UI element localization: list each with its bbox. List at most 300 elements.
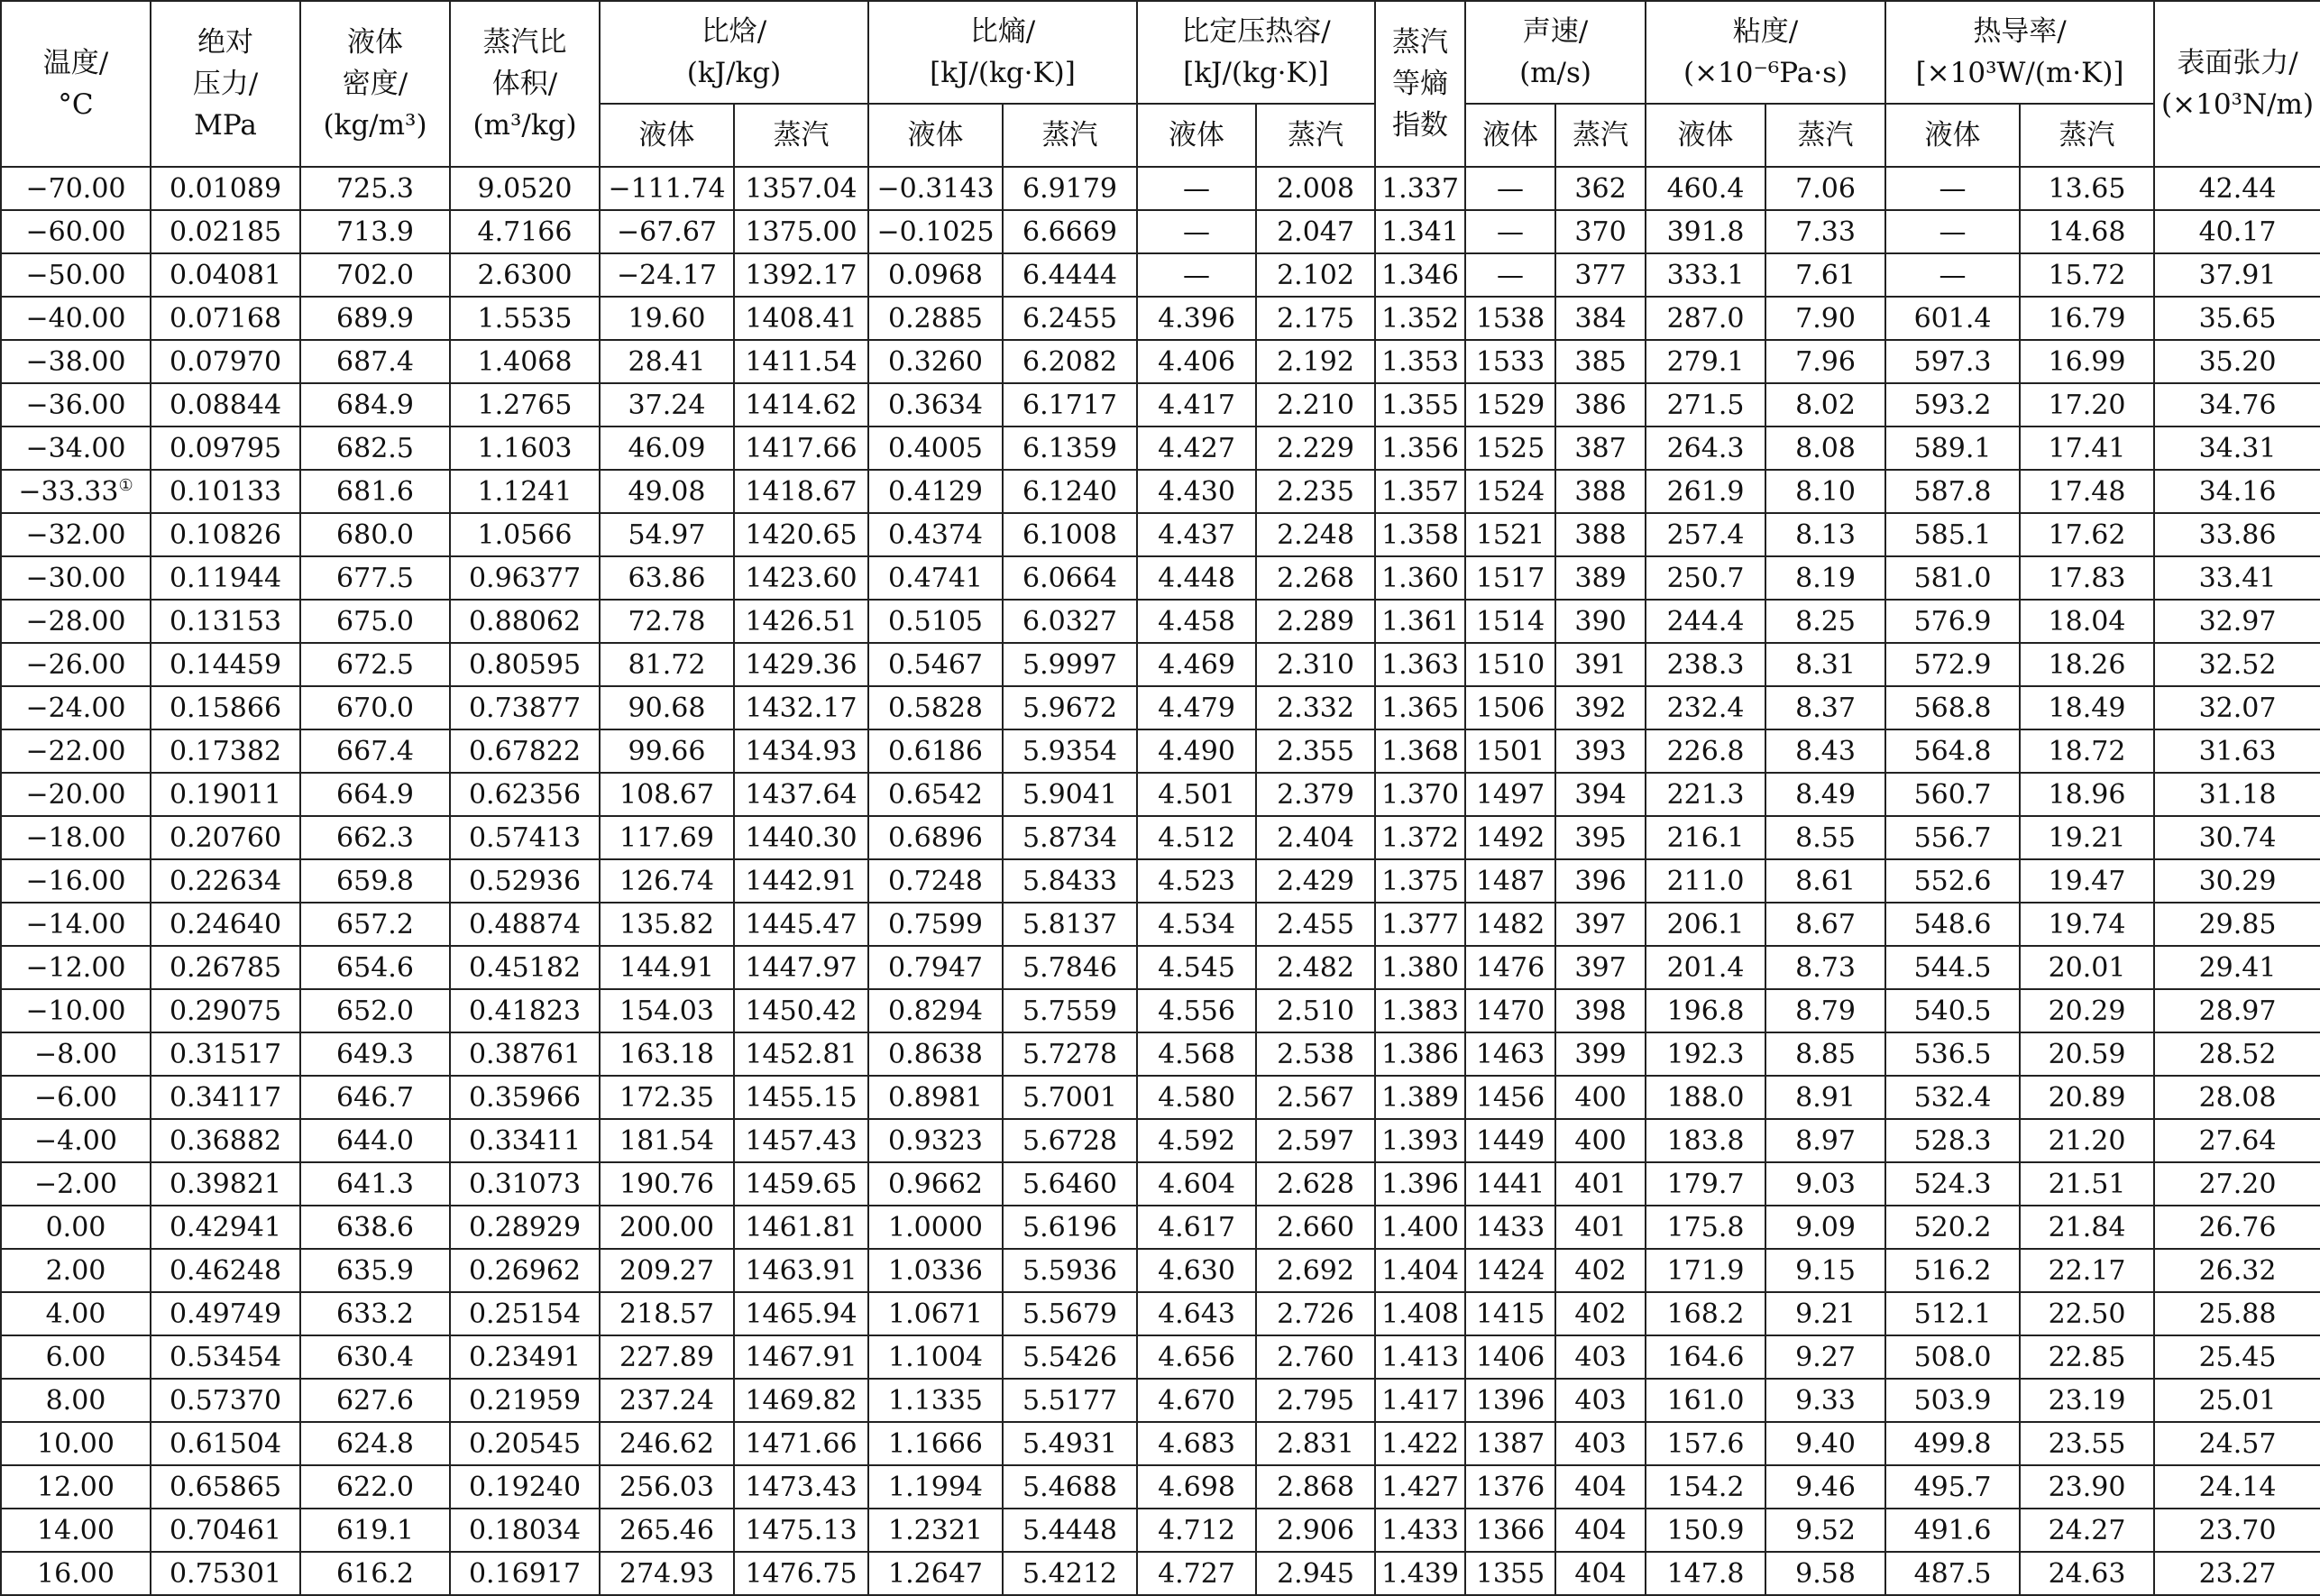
cell-value: 2.210 <box>1277 389 1354 421</box>
cell-pressure <box>151 1076 300 1119</box>
cell-value: 150.9 <box>1666 1514 1745 1546</box>
cell-liquid-density <box>300 297 450 340</box>
cell-pressure <box>151 1292 300 1335</box>
cell-value: 1432.17 <box>745 692 857 724</box>
table-row <box>1 427 2320 470</box>
cell-value: 404 <box>1574 1557 1627 1590</box>
cell-value: −10.00 <box>25 995 126 1027</box>
cell-value: 2.567 <box>1277 1081 1354 1114</box>
cell-enthalpy-vapor <box>734 946 868 989</box>
cell-value: 1.389 <box>1381 1081 1459 1114</box>
cell-value: 589.1 <box>1913 432 1992 464</box>
cell-value: 2.102 <box>1277 259 1354 291</box>
cell-value: 0.16917 <box>468 1557 582 1590</box>
table-row <box>1 1032 2320 1076</box>
cell-value: 18.96 <box>2048 778 2126 811</box>
cell-vapor-specific-volume <box>450 340 600 383</box>
cell-conductivity-vapor <box>2020 1206 2154 1249</box>
cell-viscosity-vapor <box>1765 643 1885 686</box>
cell-sound-liquid <box>1465 1379 1555 1422</box>
cell-value: 1457.43 <box>745 1124 857 1157</box>
cell-entropy-vapor <box>1003 1552 1137 1595</box>
cell-enthalpy-liquid <box>600 513 734 556</box>
table-row <box>1 1422 2320 1465</box>
cell-liquid-density <box>300 1422 450 1465</box>
cell-value: 31.18 <box>2198 778 2277 811</box>
table-row <box>1 383 2320 427</box>
cell-entropy-liquid <box>868 1162 1003 1206</box>
cell-value: 0.10826 <box>169 518 282 551</box>
cell-value: 28.97 <box>2198 995 2277 1027</box>
cell-value: 181.54 <box>619 1124 714 1157</box>
cell-sound-liquid <box>1465 729 1555 773</box>
cell-value: 18.72 <box>2048 735 2126 767</box>
cell-temperature <box>1 1249 151 1292</box>
cell-value: 4.630 <box>1158 1254 1235 1287</box>
cell-value: −36.00 <box>25 389 126 421</box>
cell-value: 395 <box>1574 821 1627 854</box>
cell-cp-vapor <box>1256 1465 1375 1509</box>
cell-enthalpy-liquid <box>600 686 734 729</box>
cell-value: 4.698 <box>1158 1471 1235 1503</box>
cell-isentropic-exponent <box>1375 167 1465 210</box>
cell-value: 2.795 <box>1277 1384 1354 1417</box>
cell-value: 528.3 <box>1913 1124 1992 1157</box>
cell-value: 1.377 <box>1381 908 1459 940</box>
cell-sound-liquid <box>1465 946 1555 989</box>
cell-conductivity-vapor <box>2020 686 2154 729</box>
cell-sound-liquid <box>1465 1206 1555 1249</box>
cell-value: 1.0671 <box>888 1298 983 1330</box>
cell-sound-vapor <box>1555 729 1646 773</box>
cell-temperature <box>1 1552 151 1595</box>
cell-viscosity-liquid <box>1646 427 1765 470</box>
cell-pressure <box>151 383 300 427</box>
cell-value: 520.2 <box>1913 1211 1992 1243</box>
header-entropy: 比熵/ [kJ/(kg·K)] <box>868 1 1137 104</box>
cell-viscosity-liquid <box>1646 729 1765 773</box>
cell-value: 624.8 <box>336 1427 414 1460</box>
table-row <box>1 340 2320 383</box>
cell-temperature <box>1 253 151 297</box>
cell-entropy-liquid <box>868 989 1003 1032</box>
cell-temperature <box>1 383 151 427</box>
cell-viscosity-liquid <box>1646 859 1765 903</box>
cell-entropy-vapor <box>1003 903 1137 946</box>
cell-value: 1355 <box>1475 1557 1545 1590</box>
cell-vapor-specific-volume <box>450 816 600 859</box>
cell-conductivity-vapor <box>2020 1422 2154 1465</box>
cell-value: 1463.91 <box>745 1254 857 1287</box>
cell-conductivity-liquid <box>1885 1379 2020 1422</box>
cell-entropy-liquid <box>868 556 1003 600</box>
cell-value: 99.66 <box>628 735 706 767</box>
cell-temperature <box>1 1162 151 1206</box>
cell-value: 2.906 <box>1277 1514 1354 1546</box>
cell-entropy-liquid <box>868 816 1003 859</box>
table-row <box>1 686 2320 729</box>
cell-isentropic-exponent <box>1375 1292 1465 1335</box>
cell-surface-tension <box>2154 1465 2320 1509</box>
cell-value: −0.3143 <box>876 172 995 205</box>
cell-liquid-density <box>300 1335 450 1379</box>
cell-enthalpy-liquid <box>600 340 734 383</box>
cell-entropy-vapor <box>1003 773 1137 816</box>
cell-pressure <box>151 1379 300 1422</box>
cell-sound-vapor <box>1555 470 1646 513</box>
cell-viscosity-vapor <box>1765 253 1885 297</box>
cell-entropy-vapor <box>1003 1292 1137 1335</box>
cell-value: 4.712 <box>1158 1514 1235 1546</box>
cell-sound-liquid <box>1465 600 1555 643</box>
cell-value: 402 <box>1574 1254 1627 1287</box>
cell-enthalpy-vapor <box>734 729 868 773</box>
cell-value: 1.404 <box>1381 1254 1459 1287</box>
cell-conductivity-liquid <box>1885 427 2020 470</box>
cell-viscosity-vapor <box>1765 340 1885 383</box>
cell-value: 0.23491 <box>468 1341 582 1373</box>
cell-value: 1441 <box>1475 1168 1545 1200</box>
cell-enthalpy-vapor <box>734 1249 868 1292</box>
cell-value: 0.41823 <box>468 995 582 1027</box>
cell-cp-liquid <box>1137 1032 1256 1076</box>
cell-value: 34.16 <box>2198 475 2277 508</box>
cell-value: 35.65 <box>2198 302 2277 335</box>
cell-value: 287.0 <box>1666 302 1745 335</box>
cell-sound-vapor <box>1555 1249 1646 1292</box>
cell-value: 1437.64 <box>745 778 857 811</box>
cell-sound-liquid <box>1465 643 1555 686</box>
cell-value: 221.3 <box>1666 778 1745 811</box>
cell-value: 1.1994 <box>888 1471 983 1503</box>
cell-value: 1.355 <box>1381 389 1459 421</box>
cell-value: 1449 <box>1475 1124 1545 1157</box>
cell-conductivity-vapor <box>2020 297 2154 340</box>
cell-value: 1501 <box>1475 735 1545 767</box>
cell-entropy-vapor <box>1003 946 1137 989</box>
cell-cp-liquid <box>1137 1119 1256 1162</box>
cell-value: 0.88062 <box>468 605 582 637</box>
cell-liquid-density <box>300 903 450 946</box>
cell-pressure <box>151 946 300 989</box>
cell-conductivity-vapor <box>2020 600 2154 643</box>
cell-vapor-specific-volume <box>450 556 600 600</box>
cell-value: 17.20 <box>2048 389 2126 421</box>
cell-value: 1.361 <box>1381 605 1459 637</box>
cell-value: 5.7278 <box>1022 1038 1117 1070</box>
cell-value: 540.5 <box>1913 995 1992 1027</box>
cell-value: 0.8638 <box>888 1038 983 1070</box>
cell-value: 0.19240 <box>468 1471 582 1503</box>
cell-surface-tension <box>2154 383 2320 427</box>
cell-conductivity-vapor <box>2020 340 2154 383</box>
cell-value: 0.10133 <box>169 475 282 508</box>
cell-value: 4.490 <box>1158 735 1235 767</box>
cell-surface-tension <box>2154 989 2320 1032</box>
cell-isentropic-exponent <box>1375 1465 1465 1509</box>
cell-liquid-density <box>300 859 450 903</box>
cell-enthalpy-vapor <box>734 1465 868 1509</box>
cell-value: 641.3 <box>336 1168 414 1200</box>
cell-value: 536.5 <box>1913 1038 1992 1070</box>
cell-value: 8.19 <box>1795 562 1856 594</box>
cell-value: 5.4212 <box>1022 1557 1117 1590</box>
cell-value: 5.9997 <box>1022 648 1117 681</box>
cell-vapor-specific-volume <box>450 643 600 686</box>
cell-value: 8.25 <box>1795 605 1856 637</box>
cell-enthalpy-liquid <box>600 1292 734 1335</box>
cell-value: 33.86 <box>2198 518 2277 551</box>
cell-enthalpy-liquid <box>600 1119 734 1162</box>
cell-value: 188.0 <box>1666 1081 1745 1114</box>
cell-value: 154.2 <box>1666 1471 1745 1503</box>
cell-value: 196.8 <box>1666 995 1745 1027</box>
cell-cp-liquid <box>1137 729 1256 773</box>
cell-value: 18.26 <box>2048 648 2126 681</box>
cell-value: 257.4 <box>1666 518 1745 551</box>
cell-value: 8.61 <box>1795 865 1856 897</box>
cell-sound-vapor <box>1555 1552 1646 1595</box>
cell-cp-vapor <box>1256 210 1375 253</box>
cell-entropy-liquid <box>868 1249 1003 1292</box>
subheader-viscosity-liquid: 液体 <box>1646 104 1765 167</box>
cell-viscosity-vapor <box>1765 167 1885 210</box>
cell-value: — <box>1939 259 1967 291</box>
cell-cp-vapor <box>1256 600 1375 643</box>
cell-isentropic-exponent <box>1375 816 1465 859</box>
cell-sound-vapor <box>1555 859 1646 903</box>
cell-temperature <box>1 1206 151 1249</box>
table-row <box>1 470 2320 513</box>
cell-viscosity-vapor <box>1765 729 1885 773</box>
cell-value: 377 <box>1574 259 1627 291</box>
cell-value: 0.20760 <box>169 821 282 854</box>
cell-conductivity-liquid <box>1885 167 2020 210</box>
cell-liquid-density <box>300 1379 450 1422</box>
cell-value: 362 <box>1574 172 1627 205</box>
cell-viscosity-vapor <box>1765 210 1885 253</box>
cell-pressure <box>151 989 300 1032</box>
cell-value: 1517 <box>1475 562 1545 594</box>
cell-vapor-specific-volume <box>450 1249 600 1292</box>
cell-value: 1465.94 <box>745 1298 857 1330</box>
cell-enthalpy-vapor <box>734 253 868 297</box>
cell-temperature <box>1 1379 151 1422</box>
cell-isentropic-exponent <box>1375 1032 1465 1076</box>
cell-value: 35.20 <box>2198 345 2277 378</box>
cell-enthalpy-liquid <box>600 643 734 686</box>
cell-value: 271.5 <box>1666 389 1745 421</box>
cell-value: 24.63 <box>2048 1557 2126 1590</box>
cell-vapor-specific-volume <box>450 729 600 773</box>
table-row <box>1 1292 2320 1335</box>
cell-viscosity-liquid <box>1646 600 1765 643</box>
cell-cp-vapor <box>1256 859 1375 903</box>
cell-value: 8.97 <box>1795 1124 1856 1157</box>
cell-value: 265.46 <box>619 1514 714 1546</box>
table-body <box>1 167 2320 1595</box>
cell-conductivity-liquid <box>1885 210 2020 253</box>
cell-cp-vapor <box>1256 297 1375 340</box>
cell-value: — <box>1497 216 1525 248</box>
cell-sound-vapor <box>1555 946 1646 989</box>
cell-value: 1.1335 <box>888 1384 983 1417</box>
cell-value: −4.00 <box>34 1124 117 1157</box>
cell-conductivity-liquid <box>1885 1422 2020 1465</box>
cell-value: 14.00 <box>37 1514 115 1546</box>
cell-enthalpy-vapor <box>734 427 868 470</box>
cell-value: 0.17382 <box>169 735 282 767</box>
cell-value: 401 <box>1574 1168 1627 1200</box>
cell-value: 117.69 <box>619 821 714 854</box>
cell-temperature <box>1 513 151 556</box>
cell-isentropic-exponent <box>1375 1162 1465 1206</box>
cell-value: 0.07168 <box>169 302 282 335</box>
cell-sound-liquid <box>1465 1249 1555 1292</box>
cell-value: 19.21 <box>2048 821 2126 854</box>
cell-value: 8.13 <box>1795 518 1856 551</box>
cell-surface-tension <box>2154 210 2320 253</box>
cell-value: 0.00 <box>45 1211 106 1243</box>
cell-cp-liquid <box>1137 903 1256 946</box>
cell-viscosity-vapor <box>1765 383 1885 427</box>
cell-isentropic-exponent <box>1375 686 1465 729</box>
cell-liquid-density <box>300 773 450 816</box>
cell-value: 1.386 <box>1381 1038 1459 1070</box>
cell-viscosity-liquid <box>1646 297 1765 340</box>
table-row <box>1 1249 2320 1292</box>
cell-value: 5.9354 <box>1022 735 1117 767</box>
cell-enthalpy-liquid <box>600 773 734 816</box>
cell-sound-vapor <box>1555 1292 1646 1335</box>
cell-value: 1.360 <box>1381 562 1459 594</box>
cell-isentropic-exponent <box>1375 729 1465 773</box>
header-pressure: 绝对 压力/ MPa <box>151 1 300 167</box>
cell-entropy-liquid <box>868 1552 1003 1595</box>
cell-value: 1469.82 <box>745 1384 857 1417</box>
cell-value: 227.89 <box>619 1341 714 1373</box>
cell-value: 23.55 <box>2048 1427 2126 1460</box>
cell-value: 7.96 <box>1795 345 1856 378</box>
cell-pressure <box>151 1249 300 1292</box>
cell-value: 499.8 <box>1913 1427 1992 1460</box>
cell-value: 7.06 <box>1795 172 1856 205</box>
cell-value: 1497 <box>1475 778 1545 811</box>
cell-enthalpy-vapor <box>734 1119 868 1162</box>
cell-enthalpy-vapor <box>734 1292 868 1335</box>
cell-value: 385 <box>1574 345 1627 378</box>
cell-pressure <box>151 686 300 729</box>
cell-viscosity-vapor <box>1765 1465 1885 1509</box>
cell-enthalpy-liquid <box>600 556 734 600</box>
cell-sound-liquid <box>1465 1465 1555 1509</box>
cell-temperature <box>1 816 151 859</box>
cell-value: −32.00 <box>25 518 126 551</box>
cell-pressure <box>151 1206 300 1249</box>
cell-value: 1.365 <box>1381 692 1459 724</box>
cell-sound-vapor <box>1555 816 1646 859</box>
cell-cp-liquid <box>1137 643 1256 686</box>
cell-value: 216.1 <box>1666 821 1745 854</box>
header-thermal-conductivity: 热导率/ [×10³W/(m·K)] <box>1885 1 2154 104</box>
table-row <box>1 1119 2320 1162</box>
cell-value: 1.2765 <box>477 389 573 421</box>
cell-sound-liquid <box>1465 773 1555 816</box>
subheader-sound-vapor: 蒸汽 <box>1555 104 1646 167</box>
cell-value: 0.34117 <box>169 1081 282 1114</box>
subheader-viscosity-vapor: 蒸汽 <box>1765 104 1885 167</box>
cell-value: 4.670 <box>1158 1384 1235 1417</box>
cell-value: 237.24 <box>619 1384 714 1417</box>
cell-value: 9.09 <box>1795 1211 1856 1243</box>
cell-vapor-specific-volume <box>450 427 600 470</box>
cell-value: 1442.91 <box>745 865 857 897</box>
cell-value: 0.70461 <box>169 1514 282 1546</box>
cell-value: 1476 <box>1475 951 1545 984</box>
cell-entropy-liquid <box>868 383 1003 427</box>
cell-enthalpy-vapor <box>734 686 868 729</box>
cell-sound-liquid <box>1465 989 1555 1032</box>
cell-surface-tension <box>2154 859 2320 903</box>
cell-sound-liquid <box>1465 1292 1555 1335</box>
cell-conductivity-vapor <box>2020 1249 2154 1292</box>
cell-value: 24.57 <box>2198 1427 2277 1460</box>
cell-entropy-liquid <box>868 903 1003 946</box>
cell-value: 1473.43 <box>745 1471 857 1503</box>
cell-value: 1415 <box>1475 1298 1545 1330</box>
cell-enthalpy-liquid <box>600 946 734 989</box>
cell-value: 21.51 <box>2048 1168 2126 1200</box>
cell-value: 175.8 <box>1666 1211 1745 1243</box>
cell-value: 1.372 <box>1381 821 1459 854</box>
cell-cp-vapor <box>1256 1076 1375 1119</box>
cell-value: 0.28929 <box>468 1211 582 1243</box>
cell-conductivity-vapor <box>2020 946 2154 989</box>
cell-value: 0.38761 <box>468 1038 582 1070</box>
cell-entropy-liquid <box>868 1206 1003 1249</box>
cell-value: 1447.97 <box>745 951 857 984</box>
cell-liquid-density <box>300 643 450 686</box>
cell-enthalpy-liquid <box>600 167 734 210</box>
cell-value: 6.00 <box>45 1341 106 1373</box>
cell-value: 532.4 <box>1913 1081 1992 1114</box>
cell-value: 172.35 <box>619 1081 714 1114</box>
cell-value: 4.512 <box>1158 821 1235 854</box>
cell-cp-liquid <box>1137 859 1256 903</box>
cell-value: 401 <box>1574 1211 1627 1243</box>
cell-value: 1.370 <box>1381 778 1459 811</box>
cell-value: 16.99 <box>2048 345 2126 378</box>
cell-pressure <box>151 253 300 297</box>
cell-value: 164.6 <box>1666 1341 1745 1373</box>
cell-value: 6.2082 <box>1022 345 1117 378</box>
cell-value: 0.45182 <box>468 951 582 984</box>
table-row <box>1 1465 2320 1509</box>
cell-vapor-specific-volume <box>450 1162 600 1206</box>
cell-value: 564.8 <box>1913 735 1992 767</box>
cell-vapor-specific-volume <box>450 1032 600 1076</box>
cell-vapor-specific-volume <box>450 1465 600 1509</box>
cell-entropy-liquid <box>868 1422 1003 1465</box>
cell-value: 512.1 <box>1913 1298 1992 1330</box>
cell-liquid-density <box>300 1465 450 1509</box>
cell-conductivity-liquid <box>1885 773 2020 816</box>
cell-enthalpy-vapor <box>734 1552 868 1595</box>
cell-entropy-vapor <box>1003 686 1137 729</box>
cell-isentropic-exponent <box>1375 556 1465 600</box>
cell-value: 8.91 <box>1795 1081 1856 1114</box>
cell-value: 0.9323 <box>888 1124 983 1157</box>
